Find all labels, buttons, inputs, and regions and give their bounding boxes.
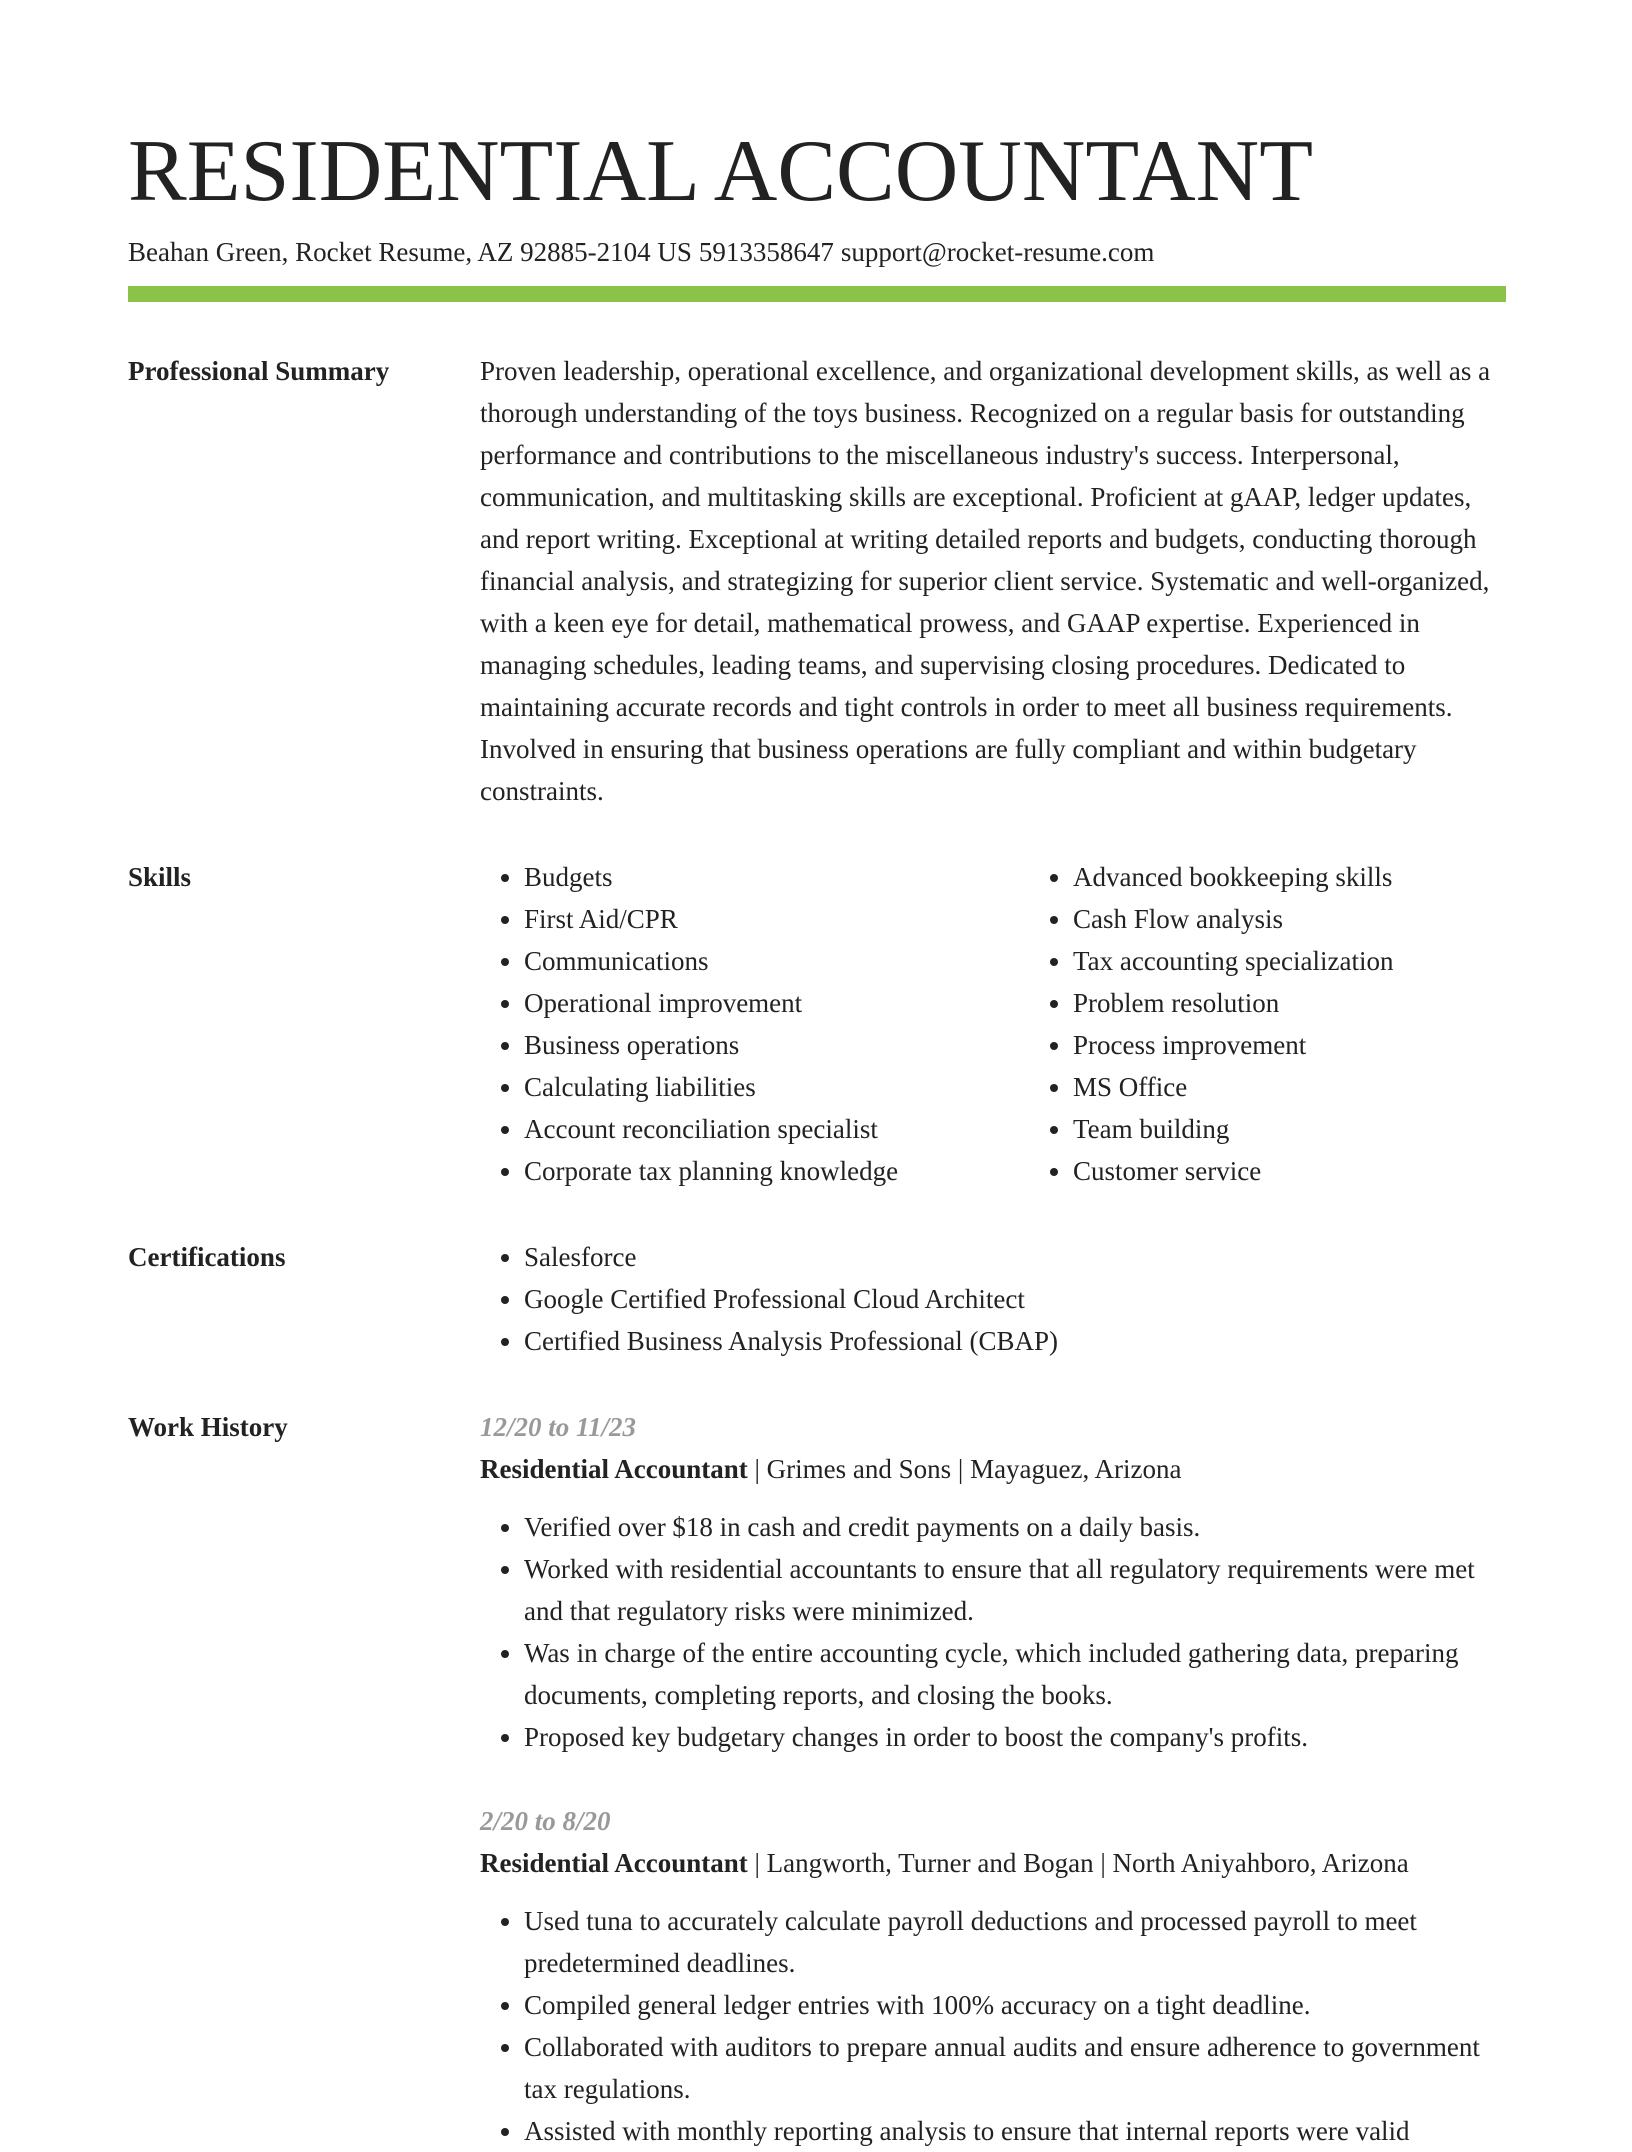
section-content: [480, 350, 1506, 812]
job-bullet: • Collaborated with auditors to prepare annual audits and ensure adherence to government tax regulations.: [524, 2026, 1506, 2110]
job-entry: [480, 1800, 1506, 2152]
skill-item: • Calculating liabilities: [524, 1066, 1029, 1108]
skills-section: [128, 860, 1506, 1192]
skill-item: • Cash Flow analysis: [1073, 898, 1578, 940]
section-label: Professional Summary: [128, 356, 390, 386]
skill-item: • Problem resolution: [1073, 982, 1578, 1024]
skills-list-right: [1029, 856, 1578, 1192]
section-label: Skills: [128, 862, 192, 892]
section-content: [480, 1406, 1506, 2152]
certifications-section: [128, 1240, 1506, 1362]
job-bullet: • Worked with residential accountants to ensure that all regulatory requirements were met and that regulatory risks were minimized.: [524, 1548, 1506, 1632]
resume-title: RESIDENTIAL ACCOUNTANT: [128, 123, 1313, 220]
job-bullet: • Compiled general ledger entries with 100% accuracy on a tight deadline.: [524, 1984, 1506, 2026]
skill-item: • First Aid/CPR: [524, 898, 1029, 940]
job-bullet: • Verified over $18 in cash and credit payments on a daily basis.: [524, 1506, 1506, 1548]
job-bullet: • Proposed key budgetary changes in order to boost the company's profits.: [524, 1716, 1506, 1758]
skill-item: • Business operations: [524, 1024, 1029, 1066]
skill-item: • Corporate tax planning knowledge: [524, 1150, 1029, 1192]
resume-page: [128, 124, 1506, 2152]
skill-item: • Process improvement: [1073, 1024, 1578, 1066]
job-title-line: [480, 1842, 1506, 1884]
job-dates: 12/20 to 11/23: [480, 1412, 637, 1442]
job-bullet: • Used tuna to accurately calculate payroll deductions and processed payroll to meet predetermined deadlines.: [524, 1900, 1506, 1984]
skill-item: • Advanced bookkeeping skills: [1073, 856, 1578, 898]
job-details: | Grimes and Sons | Mayaguez, Arizona: [747, 1454, 1182, 1484]
section-label: Work History: [128, 1412, 288, 1442]
summary-section: [128, 354, 1506, 812]
job-bullet: • Assisted with monthly reporting analysis to ensure that internal reports were valid: [524, 2110, 1506, 2152]
certification-item: • Google Certified Professional Cloud Architect: [524, 1278, 1506, 1320]
contact-email: support@rocket-resume.com: [840, 237, 1155, 267]
job-dates: 2/20 to 8/20: [480, 1806, 611, 1836]
job-details: | Langworth, Turner and Bogan | North Aniyahboro, Arizona: [747, 1848, 1409, 1878]
section-label: Certifications: [128, 1242, 286, 1272]
skill-item: • Tax accounting specialization: [1073, 940, 1578, 982]
skill-item: • MS Office: [1073, 1066, 1578, 1108]
certification-item: • Certified Business Analysis Professional (CBAP): [524, 1320, 1506, 1362]
job-title: Residential Accountant: [480, 1454, 748, 1484]
skill-item: • Budgets: [524, 856, 1029, 898]
job-bullet: • Was in charge of the entire accounting cycle, which included gathering data, preparing documents, completing reports, and closing the books.: [524, 1632, 1506, 1716]
contact-phone: 5913358647: [698, 237, 834, 267]
job-title: Residential Accountant: [480, 1848, 748, 1878]
section-content: [480, 1236, 1506, 1362]
job-bullets: [480, 1900, 1506, 2152]
job-entry: [480, 1406, 1506, 1758]
certifications-list: [480, 1236, 1506, 1362]
certification-item: • Salesforce: [524, 1236, 1506, 1278]
work-history-section: [128, 1410, 1506, 2152]
skills-columns: [480, 856, 1578, 1192]
summary-text: Proven leadership, operational excellence, and organizational development skills, as well as a thorough understanding of the toys business. Recognized on a regular basis for outstanding performance and contributions to the miscellaneous industry's success. Interpersonal, communication, and multitasking skills are exceptional. Proficient at gAAP, ledger updates, and report writing. Exceptional at writing detailed reports and budgets, conducting thorough financial analysis, and strategizing for superior client service. Systematic and well-organized, with a keen eye for detail, mathematical prowess, and GAAP expertise. Experienced in managing schedules, leading teams, and supervising closing procedures. Dedicated to maintaining accurate records and tight controls in order to meet all business requirements. Involved in ensuring that business operations are fully compliant and within budgetary constraints.: [480, 356, 1491, 806]
job-title-line: [480, 1448, 1506, 1490]
contact-line: [128, 234, 1506, 270]
skill-item: • Operational improvement: [524, 982, 1029, 1024]
skill-item: • Customer service: [1073, 1150, 1578, 1192]
header-divider: [128, 286, 1506, 302]
job-bullets: [480, 1506, 1506, 1758]
skill-item: • Account reconciliation specialist: [524, 1108, 1029, 1150]
skills-list-left: [480, 856, 1029, 1192]
skill-item: • Team building: [1073, 1108, 1578, 1150]
contact-address: Beahan Green, Rocket Resume, AZ 92885-2104 US: [128, 237, 692, 267]
skill-item: • Communications: [524, 940, 1029, 982]
